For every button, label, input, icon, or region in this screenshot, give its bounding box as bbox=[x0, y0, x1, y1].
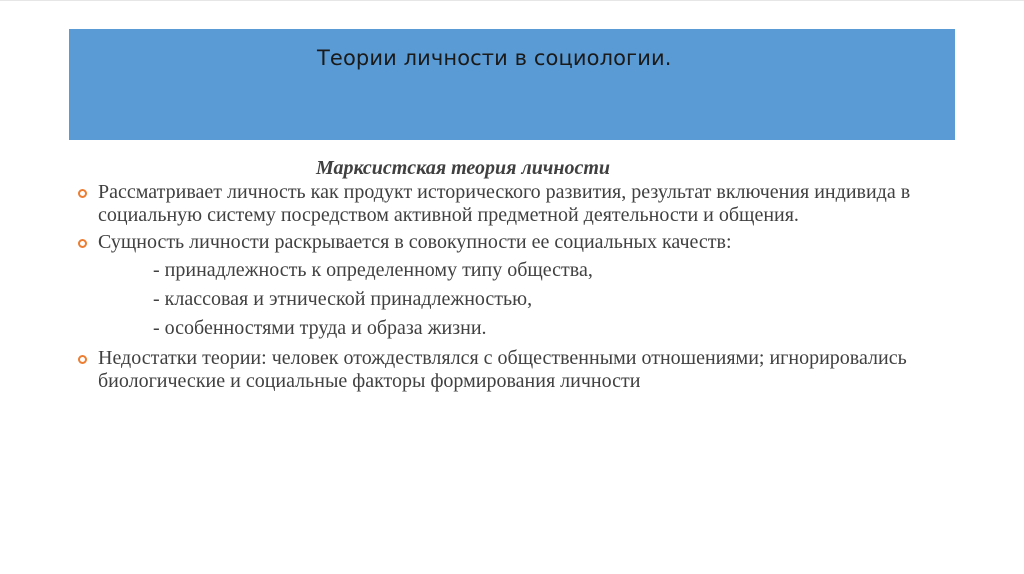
sub-list bbox=[98, 256, 956, 343]
bullet-text: Рассматривает личность как продукт исторического развития, результат включения индивида в социальную систему посредством активной предметной деятельности и общения. bbox=[98, 181, 911, 226]
sub-list-item: - принадлежность к определенному типу общества, bbox=[153, 259, 593, 281]
title-band bbox=[69, 29, 955, 140]
bullet-circle-icon bbox=[78, 189, 87, 198]
bullet-list bbox=[76, 181, 956, 393]
bullet-item bbox=[76, 231, 956, 343]
bullet-circle-icon bbox=[78, 239, 87, 248]
slide-subtitle: Марксистская теория личности bbox=[316, 157, 611, 179]
sub-list-item: - классовая и этнической принадлежностью, bbox=[153, 288, 533, 310]
bullet-item bbox=[76, 181, 956, 227]
slide-title: Теории личности в социологии. bbox=[317, 46, 672, 70]
top-divider bbox=[0, 0, 1024, 1]
slide-content bbox=[76, 157, 956, 397]
bullet-item bbox=[76, 347, 956, 393]
bullet-circle-icon bbox=[78, 355, 87, 364]
bullet-text: Недостатки теории: человек отождествлялся с общественными отношениями; игнорировались биологические и социальные факторы формирования личности bbox=[98, 347, 907, 392]
bullet-text: Сущность личности раскрывается в совокупности ее социальных качеств: bbox=[98, 231, 732, 253]
sub-list-item: - особенностями труда и образа жизни. bbox=[153, 317, 487, 339]
